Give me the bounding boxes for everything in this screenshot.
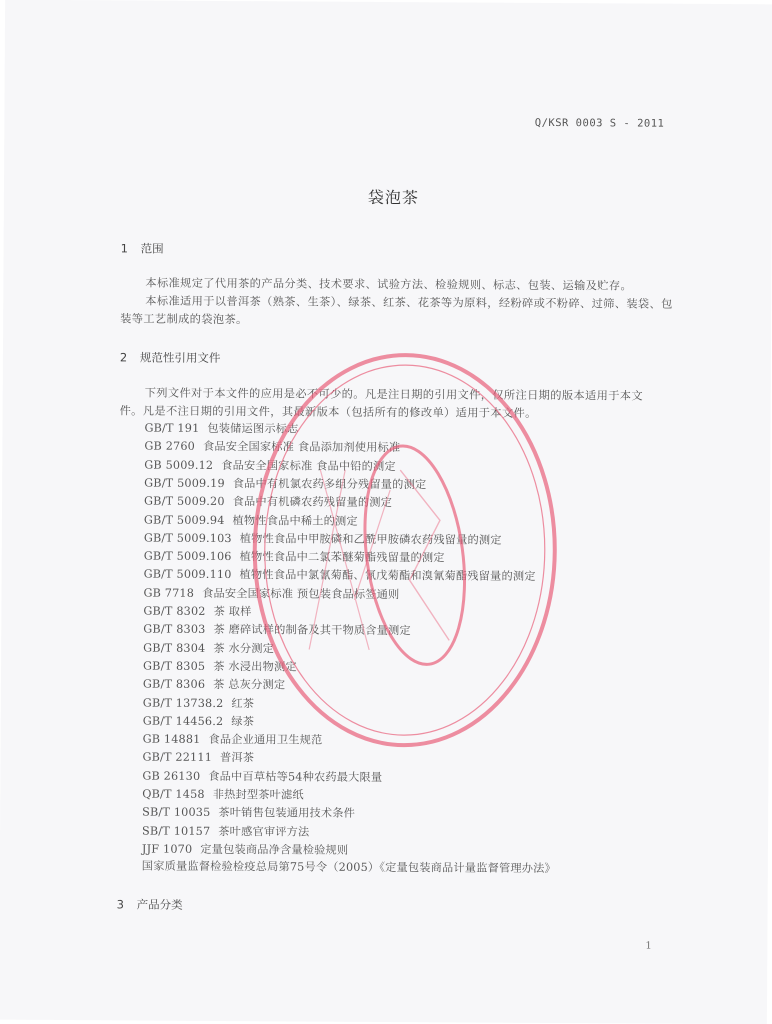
reference-item [142,749,254,766]
reference-title: 食品中百草枯等54种农药最大限量 [208,769,383,784]
reference-code: GB/T 5009.20 [144,494,225,509]
reference-title: 食品安全国家标准 预包装食品标签通则 [202,586,400,601]
standard-code: Q/KSR 0003 S - 2011 [534,116,665,130]
reference-title: 食品中有机磷农药残留量的测定 [232,495,393,510]
reference-code: GB/T 5009.103 [143,531,232,545]
reference-title: 非热封型茶叶滤纸 [212,787,304,802]
reference-code: GB/T 5009.19 [144,476,225,490]
scope-paragraph-2: 本标准适用于以普洱茶（熟茶、生茶）、绿茶、红茶、花茶等为原料，经粉碎或不粉碎、过筛、装袋、包 [145,294,673,311]
reference-code: GB/T 5009.110 [143,567,232,582]
reference-item [144,456,396,474]
reference-item [143,621,411,639]
reference-code: GB 5009.12 [144,458,214,472]
reference-item [144,548,445,566]
reference-item [143,639,274,656]
section-number: 2 [119,350,128,365]
refs-intro-line-1: 下列文件对于本文件的应用是必不可少的。凡是注日期的引用文件，仅所注日期的版本适用于本文 [144,386,644,403]
reference-title: 包装储运图示标志 [207,421,299,436]
reference-item [142,822,309,839]
reference-title: 茶 取样 [213,604,252,619]
reference-title: 植物性食品中稀土的测定 [232,513,358,528]
reference-title: 食品安全国家标准 食品中铅的测定 [221,458,396,473]
section-heading-3 [117,896,183,912]
reference-item [144,420,298,437]
reference-item [144,511,358,528]
reference-title: 食品安全国家标准 食品添加剂使用标准 [202,440,401,455]
reference-title: 茶 水浸出物测定 [213,659,297,674]
section-heading-2 [120,349,221,366]
reference-title: 食品中有机氯农药多组分残留量的测定 [232,476,427,492]
reference-title: 茶 总灰分测定 [213,678,286,692]
page-number: 1 [645,940,652,952]
reference-item [143,694,254,711]
reference-title: 植物性食品中二氯苯醚菊酯残留量的测定 [239,550,445,565]
section-number: 3 [116,897,124,912]
reference-code: SB/T 10157 [142,824,211,838]
reference-item [144,438,400,456]
scope-paragraph-1: 本标准规定了代用茶的产品分类、技术要求、试验方法、检验规则、标志、包装、运输及贮存。 [145,276,633,293]
section-title: 规范性引用文件 [139,350,221,365]
section-title: 产品分类 [136,897,183,912]
reference-code: GB/T 22111 [142,750,213,765]
reference-code: GB/T 8302 [143,604,206,618]
reference-code: GB 2760 [144,439,196,454]
reference-title: 植物性食品中甲胺磷和乙酰甲胺磷农药残留量的测定 [239,531,502,547]
reference-item [144,474,426,492]
reference-item [144,529,502,547]
section-number: 1 [120,241,128,256]
reference-title: 定量包装商品净含量检验规则 [200,842,349,857]
reference-code: GB/T 191 [144,421,200,435]
reference-item [142,840,349,857]
reference-item [143,657,297,674]
reference-item [142,767,382,784]
reference-title: 绿茶 [231,714,255,728]
reference-item [142,786,304,803]
reference-code: GB/T 8304 [143,641,206,655]
reference-title: 食品企业通用卫生规范 [208,733,323,747]
reference-title: 茶叶感官审评方法 [218,824,310,839]
document-title: 袋泡茶 [367,187,419,208]
section-title: 范围 [140,241,164,256]
reference-title: 红茶 [231,696,255,710]
reference-item [144,493,392,511]
reference-code: QB/T 1458 [142,787,205,801]
reference-code: GB/T 5009.94 [143,513,225,527]
reference-item [143,712,254,729]
reference-item [143,603,251,620]
reference-item [142,804,355,821]
reference-code: GB 14881 [142,732,201,746]
scope-paragraph-2-cont: 装等工艺制成的袋泡茶。 [120,312,248,327]
reference-code: GB/T 8306 [142,677,206,692]
reference-title: 茶 水分测定 [213,641,275,655]
reference-item [143,584,399,602]
reference-code: JJF 1070 [141,842,193,856]
reference-code: GB 7718 [143,586,195,600]
reference-item [143,676,285,693]
reference-extra: 国家质量监督检验检疫总局第75号令（2005）《定量包装商品计量监督管理办法》 [141,859,556,876]
section-heading-1 [121,240,164,256]
reference-title: 茶叶销售包装通用技术条件 [218,806,356,821]
reference-item [143,731,323,748]
reference-item [144,566,536,584]
reference-title: 植物性食品中氯氰菊酯、氰戊菊酯和溴氰菊酯残留量的测定 [239,568,536,584]
reference-code: GB/T 8303 [143,622,206,637]
reference-code: SB/T 10035 [142,805,211,820]
refs-intro-line-2: 件。凡是不注日期的引用文件，其最新版本（包括所有的修改单）适用于本文件。 [119,404,537,420]
reference-title: 茶 磨碎试样的制备及其干物质含量测定 [213,623,411,638]
reference-code: GB/T 13738.2 [142,696,224,710]
reference-code: GB/T 14456.2 [142,714,224,728]
reference-code: GB/T 8305 [143,659,206,673]
reference-code: GB 26130 [142,769,201,783]
reference-title: 普洱茶 [220,751,255,765]
reference-code: GB/T 5009.106 [143,549,232,564]
